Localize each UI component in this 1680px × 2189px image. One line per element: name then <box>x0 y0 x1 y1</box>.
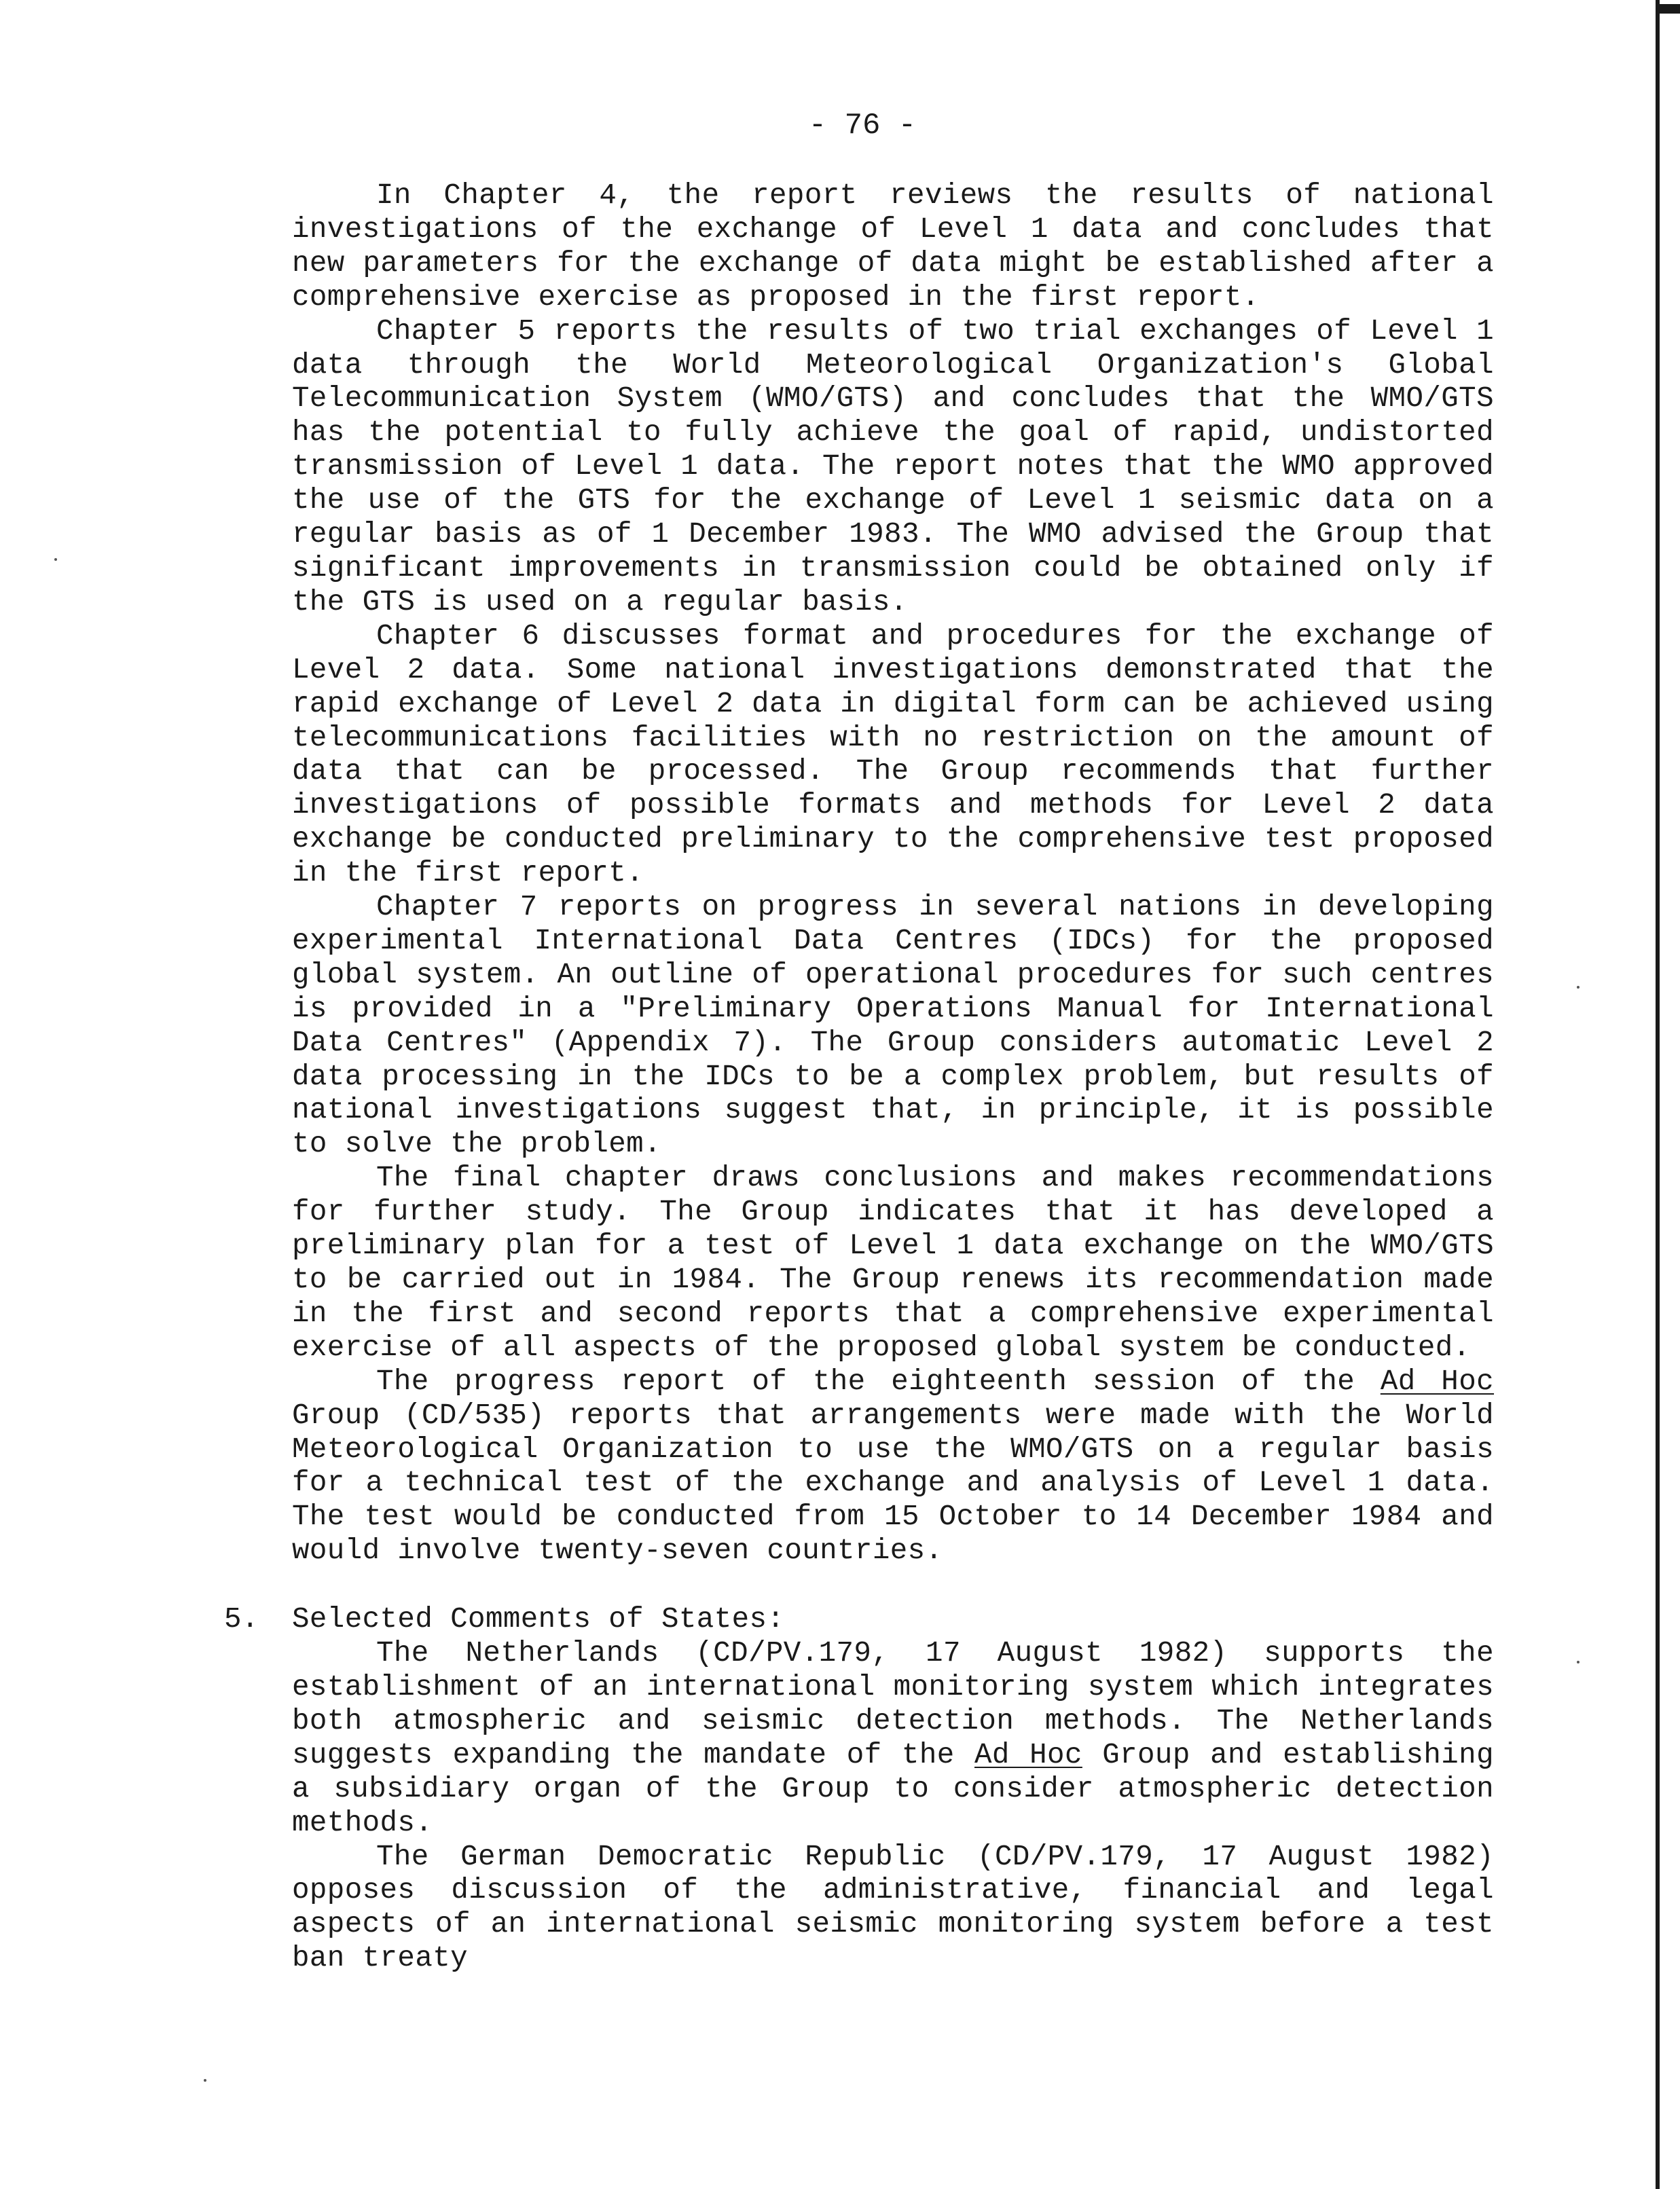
paragraph-final-chapter: The final chapter draws conclusions and makes recommendations for further study. The Group indicates that it has developed a preliminary plan for a test of Level 1 data exchange on the WMO/GTS to be carried out in 1984. The Group renews its recommendation made in the first and second reports that a comprehensive experimental exercise of all aspects of the proposed global system be conducted. <box>292 1162 1494 1364</box>
paragraph-chapter-4: In Chapter 4, the report reviews the results of national investigations of the exchange of Level 1 data and concludes that new parameters for the exchange of data might be established after a comprehensive exercise as proposed in the first report. <box>292 179 1494 314</box>
paragraph-progress-report <box>292 1365 1494 1568</box>
paragraph-netherlands <box>292 1637 1494 1840</box>
scan-speck <box>1577 1661 1579 1663</box>
paragraph-text: The Netherlands (CD/PV.179, 17 August 1982) supports the establishment of an international monitoring system which integrates both atmospheric and seismic detection methods. The Netherlands suggests expanding the mandate of the <box>292 1637 1494 1771</box>
scan-speck <box>54 558 57 561</box>
paragraph-chapter-7: Chapter 7 reports on progress in several nations in developing experimental International Data Centres (IDCs) for the proposed global system. An outline of operational procedures for such centres is provided in a "Preliminary Operations Manual for International Data Centres" (Appendix 7). The Group considers automatic Level 2 data processing in the IDCs to be a complex problem, but results of national investigations suggest that, in principle, it is possible to solve the problem. <box>292 891 1494 1161</box>
page-number: - 76 - <box>808 109 917 143</box>
ad-hoc-emphasis: Ad Hoc <box>974 1738 1082 1771</box>
scan-speck <box>1577 986 1579 989</box>
section-selected-comments <box>224 1603 1494 1976</box>
paragraph-text: The progress report of the eighteenth session of the <box>376 1365 1355 1398</box>
scan-speck <box>204 2079 206 2082</box>
section-title: Selected Comments of States: <box>292 1603 785 1636</box>
section-number: 5. <box>224 1603 259 1636</box>
ad-hoc-emphasis: Ad Hoc <box>1380 1365 1495 1398</box>
paragraph-text: Group (CD/535) reports that arrangements were made with the World Meteorological Organization to use the WMO/GTS on a regular basis for a technical test of the exchange and analysis of Level 1 data. The test would be conducted from 15 October to 14 December 1984 and would involve twenty-seven countries. <box>292 1399 1494 1568</box>
document-body <box>224 179 1495 1976</box>
paragraph-chapter-5: Chapter 5 reports the results of two trial exchanges of Level 1 data through the World Meteorological Organization's Global Telecommunication System (WMO/GTS) and concludes that the WMO/GTS has the potential to fully achieve the goal of rapid, undistorted transmission of Level 1 data. The report notes that the WMO approved the use of the GTS for the exchange of Level 1 seismic data on a regular basis as of 1 December 1983. The WMO advised the Group that significant improvements in transmission could be obtained only if the GTS is used on a regular basis. <box>292 314 1494 619</box>
paragraph-text: Group and establishing a subsidiary organ of the Group to consider atmospheric detection methods. <box>292 1738 1494 1839</box>
paragraph-german-democratic-republic: The German Democratic Republic (CD/PV.179, 17 August 1982) opposes discussion of the administrative, financial and legal aspects of an international seismic monitoring system before a test ban treaty <box>292 1840 1494 1975</box>
paragraph-chapter-6: Chapter 6 discusses format and procedures for the exchange of Level 2 data. Some national investigations demonstrated that the rapid exchange of Level 2 data in digital form can be achieved using telecommunications facilities with no restriction on the amount of data that can be processed. The Group recommends that further investigations of possible formats and methods for Level 2 data exchange be conducted preliminary to the comprehensive test proposed in the first report. <box>292 619 1494 890</box>
page-edge-border <box>1650 0 1680 2189</box>
